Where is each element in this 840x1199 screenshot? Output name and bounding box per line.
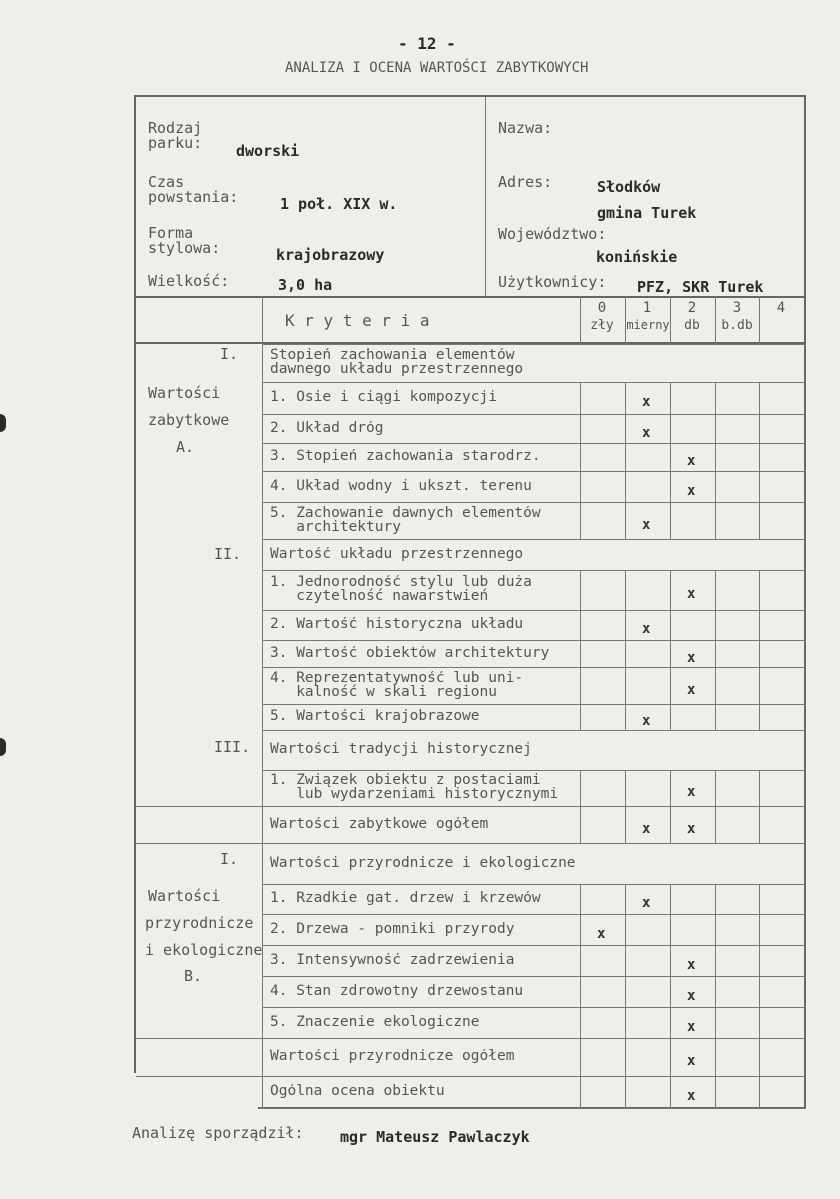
score-mark: x [687,1088,696,1104]
row-line [136,1038,806,1039]
score-mark: x [642,516,651,533]
score-mark: x [687,482,696,499]
forma-value: krajobrazowy [276,246,385,264]
row-line [258,1108,806,1109]
score-column-divider [759,296,760,1108]
criteria-item: 3. Wartość obiektów architektury [270,645,550,660]
section-a-roman-3: III. [214,738,251,756]
row-line [262,667,806,668]
wojewodztwo-value: konińskie [596,248,678,266]
col-header-2-desc: db [684,318,700,333]
wielkosc-value: 3,0 ha [278,276,333,294]
section-a-label-2: zabytkowe [148,411,230,429]
adres-label: Adres: [498,173,553,191]
score-mark: x [687,649,696,666]
section-a-label-1: Wartości [148,384,221,402]
section-b-label-3: i ekologiczne [145,941,263,959]
score-column-divider [715,296,716,1108]
section-b-roman-1: I. [220,850,239,868]
score-mark: x [597,925,606,942]
footer-value: mgr Mateusz Pawlaczyk [340,1128,530,1146]
group-row-span [579,540,803,570]
row-line [262,704,806,705]
criteria-group-heading: Wartość układu przestrzennego [270,546,524,561]
row-line [136,806,806,807]
score-mark: x [687,987,696,1004]
score-mark: x [687,1053,696,1069]
row-line [262,640,806,641]
section-a-roman-2: II. [214,545,242,563]
score-mark: x [687,1018,696,1035]
score-mark: x [687,681,696,698]
wielkosc-label: Wielkość: [148,272,230,290]
score-mark: x [642,424,651,441]
row-line [262,610,806,611]
nazwa-label: Nazwa: [498,119,553,137]
section-b-label-4: B. [184,967,203,985]
score-mark: x [642,394,651,410]
score-mark: x [687,453,696,469]
group-row-span [579,731,803,770]
criteria-item: 2. Wartość historyczna układu [270,617,524,631]
czas-label: Czas powstania: [148,173,239,206]
criteria-header-label: K r y t e r i a [285,311,430,330]
col-header-0-desc: zły [590,318,614,333]
criteria-item: 1. Osie i ciągi kompozycji [270,390,497,404]
criteria-item: 4. Układ wodny i ukszt. terenu [270,478,532,493]
score-mark: x [642,713,651,729]
criteria-item: 5. Znaczenie ekologiczne [270,1014,480,1029]
rodzaj-label: Rodzaj parku: [148,119,203,152]
czas-value: 1 poł. XIX w. [280,195,398,213]
score-mark: x [687,784,696,800]
col-header-0-num: 0 [597,300,607,316]
col-header-3-desc: b.db [721,318,753,333]
score-mark: x [687,820,696,837]
col-header-4-num: 4 [776,300,786,316]
row-line [262,884,806,885]
row-line [262,914,806,915]
criteria-item: 3. Stopień zachowania starodrz. [270,449,541,463]
criteria-item: 5. Wartości krajobrazowe [270,709,480,723]
score-mark: x [687,586,696,602]
criteria-summary: Wartości zabytkowe ogółem [270,816,489,831]
wojewodztwo-label: Województwo: [498,225,607,243]
criteria-summary: Wartości przyrodnicze ogółem [270,1049,515,1063]
row-line [262,945,806,946]
group-row-span [579,345,803,382]
row-line [262,414,806,415]
punch-hole [0,738,6,756]
criteria-item: 3. Intensywność zadrzewienia [270,952,515,967]
row-line [262,502,806,503]
score-mark: x [642,621,651,637]
page-number: - 12 - [398,34,456,53]
criteria-item: 2. Drzewa - pomniki przyrody [270,921,515,936]
criteria-item: 5. Zachowanie dawnych elementów architektury [270,505,541,534]
section-a-label-3: A. [176,438,195,456]
row-line [262,382,806,383]
criteria-group-heading: Stopień zachowania elementów dawnego układu przestrzennego [270,348,524,376]
score-mark: x [642,895,651,911]
forma-label: Forma stylowa: [148,224,221,257]
criteria-summary: Ogólna ocena obiektu [270,1084,445,1098]
col-header-1-desc: mierny [626,318,670,332]
col-header-2-num: 2 [687,300,697,316]
row-line [262,1007,806,1008]
criteria-group-heading: Wartości przyrodnicze i ekologiczne [270,855,576,870]
col-header-3-num: 3 [732,300,742,316]
adres-value-1: Słodków [597,178,661,196]
group-row-span [579,844,803,884]
footer-label: Analizę sporządził: [132,1124,304,1142]
section-b-label-2: przyrodnicze [145,914,254,932]
criteria-item: 1. Rzadkie gat. drzew i krzewów [270,891,541,905]
row-line [262,570,806,571]
criteria-item: 4. Reprezentatywność lub uni- kalność w skali regionu [270,670,524,699]
score-column-divider [670,296,671,1108]
score-column-divider [625,296,626,1108]
criteria-item: 1. Związek obiektu z postaciami lub wydarzeniami historycznymi [270,773,559,801]
punch-hole [0,414,6,432]
page-title: ANALIZA I OCENA WARTOŚCI ZABYTKOWYCH [285,60,589,76]
uzytkownicy-label: Użytkownicy: [498,273,607,291]
row-line [136,1076,806,1077]
row-line [262,471,806,472]
row-line [262,976,806,977]
score-mark: x [642,820,651,837]
rodzaj-value: dworski [236,142,300,160]
score-mark: x [687,956,696,973]
criteria-group-heading: Wartości tradycji historycznej [270,742,532,756]
adres-value-2: gmina Turek [597,204,697,222]
section-a-roman-1: I. [220,345,239,363]
col-header-1-num: 1 [642,300,652,316]
criteria-item: 1. Jednorodność stylu lub duża czytelność nawarstwień [270,575,532,603]
criteria-item: 2. Układ dróg [270,420,384,435]
row-line [262,770,806,771]
row-line [262,443,806,444]
section-b-label-1: Wartości [148,887,221,905]
score-column-divider [580,296,581,1108]
text-column-divider [262,296,263,1108]
uzytkownicy-value: PFZ, SKR Turek [637,278,764,296]
criteria-item: 4. Stan zdrowotny drzewostanu [270,983,524,998]
